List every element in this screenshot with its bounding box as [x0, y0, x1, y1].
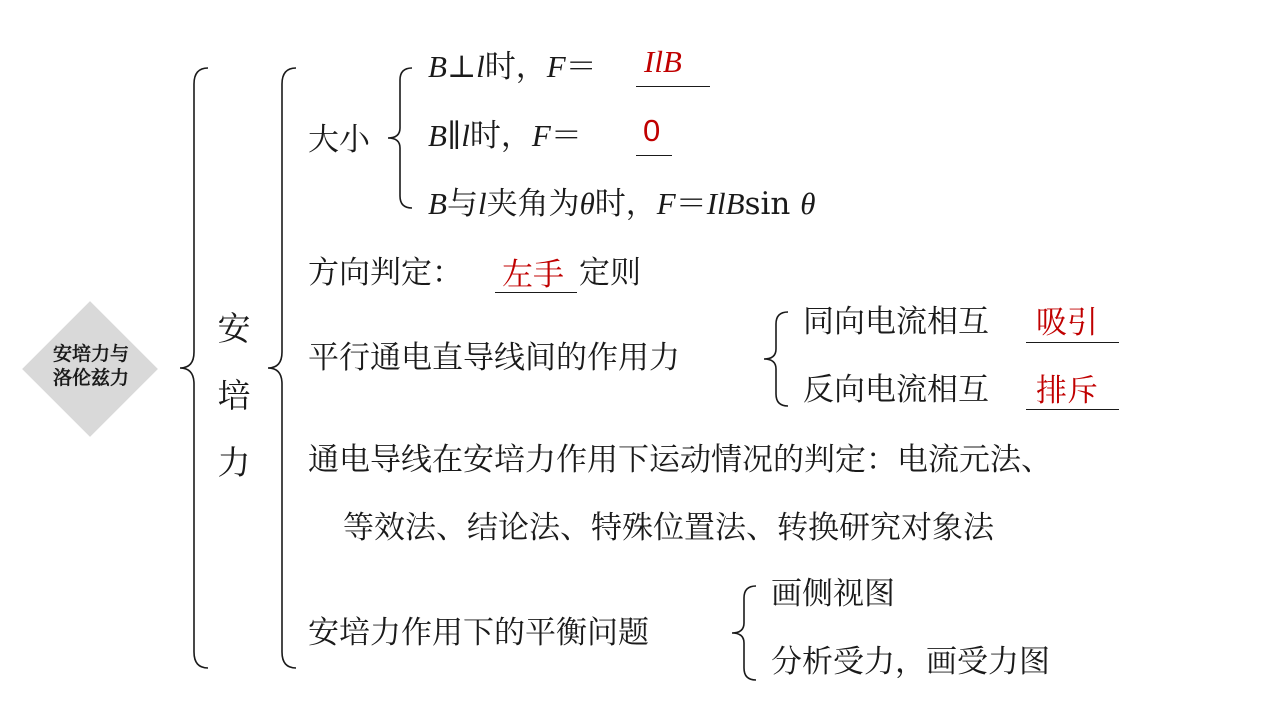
topic-char-3: 力 — [217, 443, 251, 482]
perp-eq: ＝ — [565, 49, 597, 85]
perp-formula — [428, 47, 597, 87]
parallel-f: F — [531, 118, 551, 153]
angle-sin: sin — [744, 186, 791, 222]
parallel-answer: 0 — [643, 113, 661, 148]
parallel-eq: ＝ — [550, 118, 582, 154]
root-brace — [176, 66, 210, 670]
angle-l: l — [477, 186, 487, 221]
magnitude-label: 大小 — [308, 122, 370, 158]
topic-vertical-label — [217, 295, 251, 496]
angle-ilb: IlB — [706, 186, 745, 221]
perp-f: F — [546, 49, 566, 84]
direction-label: 方向判定： — [308, 255, 463, 291]
same-answer: 吸引 — [1036, 305, 1098, 340]
topic-char-2: 培 — [217, 376, 251, 415]
angle-b: B — [428, 186, 447, 221]
angle-formula — [428, 184, 816, 224]
parallel-l: l — [461, 118, 470, 153]
topic-brace — [264, 66, 298, 670]
perp-answer-blank — [636, 86, 710, 87]
motion-line1: 通电导线在安培力作用下运动情况的判定：电流元法、 — [308, 442, 1052, 478]
topic-char-1: 安 — [217, 309, 251, 348]
perp-b: B — [428, 49, 447, 84]
angle-f: F — [656, 186, 676, 221]
angle-theta2: θ — [800, 186, 816, 221]
direction-suffix: 定则 — [579, 255, 641, 291]
perp-l: l — [476, 49, 485, 84]
same-direction-text: 同向电流相互 — [803, 304, 989, 340]
root-node-label — [35, 343, 147, 391]
angle-eq: ＝ — [675, 186, 707, 222]
parallel-wires-brace — [760, 310, 790, 408]
equilibrium-brace — [728, 584, 758, 682]
angle-shi: 时， — [594, 186, 657, 222]
parallel-symbol: ∥ — [446, 118, 462, 154]
parallel-answer-blank — [636, 155, 672, 156]
magnitude-brace — [384, 66, 414, 210]
angle-yu: 与 — [446, 186, 478, 222]
perp-shi: 时， — [484, 49, 547, 85]
equilibrium-step1: 画侧视图 — [771, 576, 895, 612]
equilibrium-label: 安培力作用下的平衡问题 — [308, 615, 649, 651]
root-label-line2: 洛伦兹力 — [52, 368, 129, 389]
opposite-direction-text: 反向电流相互 — [803, 372, 989, 408]
angle-jia: 夹角为 — [486, 186, 580, 222]
opposite-answer: 排斥 — [1036, 373, 1098, 408]
parallel-formula — [428, 116, 582, 156]
motion-line2: 等效法、结论法、特殊位置法、转换研究对象法 — [343, 510, 994, 546]
angle-theta: θ — [579, 186, 595, 221]
same-answer-blank — [1026, 342, 1119, 343]
parallel-wires-label: 平行通电直导线间的作用力 — [308, 340, 680, 376]
parallel-shi: 时， — [469, 118, 532, 154]
perp-answer: IlB — [644, 44, 682, 79]
perp-symbol: ⊥ — [446, 49, 477, 85]
root-label-line1: 安培力与 — [52, 344, 129, 365]
parallel-b: B — [428, 118, 447, 153]
equilibrium-step2: 分析受力，画受力图 — [771, 644, 1050, 680]
direction-answer: 左手 — [502, 257, 564, 292]
